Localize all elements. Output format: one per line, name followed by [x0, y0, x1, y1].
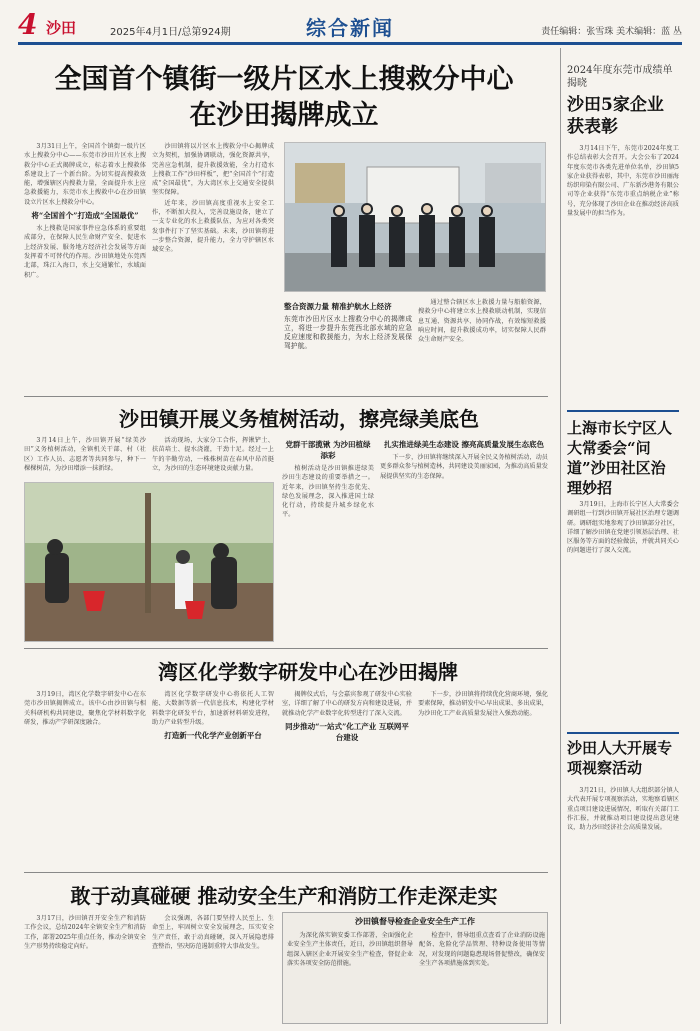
- article1-col2: 沙田镇将以片区水上搜救分中心揭牌成立为契机，加强协调联动，强化资源共享，完善应急机制，提升救援效能，全力打造水上搜救工作“沙田样板”，把“全国首个”打造成“全国最优”，为大湾区水上交通安全提供坚实保障。 近年来，沙田镇高度重视水上安全工作，不断加大投入，完善设施设备，建立了一支专业化的水上救援队伍，为应对各类突发事件打下了坚实基础。未来，沙田镇将进一步整合资源，提升能力，全力守护辖区水域安全。: [152, 143, 274, 254]
- article3-col2: 湾区化学数字研发中心将依托人工智能、大数据等新一代信息技术，构建化学材料数字化研发平台，加速新材料研发进程，助力产业转型升级。 打造新一代化学产业创新平台: [152, 691, 274, 741]
- article3-headline: 湾区化学数字研发中心在沙田揭牌: [158, 660, 458, 684]
- divider: [24, 396, 548, 397]
- editors-credit: 责任编辑：张雪珠 美术编辑：蓝 丛: [541, 27, 682, 37]
- article2-col1: 3月14日上午，沙田镇开展“绿美沙田”义务植树活动，全镇机关干部、村（社区）工作人员、志愿者等共同参与，种下一棵棵树苗，为沙田增添一抹新绿。: [24, 437, 146, 472]
- sidebar3-body: 3月21日，沙田镇人大组织部分镇人大代表开展专项视察活动，实地察看辖区重点项目建设进展情况，听取有关部门工作汇报，并就推动项目建设提出意见建议，助力沙田经济社会高质量发展。: [567, 787, 679, 832]
- page-number: 4: [18, 8, 38, 41]
- article3-col4: 下一步，沙田镇将持续优化营商环境，强化要素保障，推动研发中心早出成果、多出成果，为沙田化工产业高质量发展注入强劲动能。: [418, 691, 548, 717]
- article4-col2: 会议强调，各部门要坚持人民至上、生命至上，牢固树立安全发展理念，压实安全生产责任，敢于动真碰硬，深入开展隐患排查整治，坚决防范遏制重特大事故发生。: [152, 915, 274, 950]
- divider: [24, 648, 548, 649]
- issue-date: 2025年4月1日/总第924期: [110, 27, 231, 38]
- masthead: [18, 8, 682, 42]
- article1-subhead: 将“全国首个”打造成“全国最优”: [31, 211, 139, 221]
- sidebar2-body: 3月19日，上海市长宁区人大常委会调研组一行到沙田镇开展社区治理专题调研。调研组实地参观了沙田镇部分社区，详细了解沙田镇在党建引领基层治理、社区服务等方面的经验做法，并就共同关心的问题进行了深入交流。: [567, 501, 679, 555]
- article1-col1: 3月31日上午，全国首个镇街一级片区水上搜救分中心——东莞市沙田片区水上搜救分中心正式揭牌成立，标志着水上搜救体系建设上了一个新台阶。为切实提高搜救效能，增强辖区内搜救力量，全面提升水上应急救援能力，东莞市水上搜救中心在沙田镇设立片区水上搜救分中心。 将“全国首个”打造成“全国最优” 水上搜救是国家事件应急体系的重要组成部分，在保障人民生命财产安全、促进水上经济发展、服务地方经济社会发展等方面发挥着不可替代的作用。沙田镇地处东莞西北部，珠江入海口，水上交通繁忙，水域面积广。: [24, 143, 146, 279]
- masthead-rule: [18, 42, 682, 45]
- article2-headline: 沙田镇开展义务植树活动，擦亮绿美底色: [119, 407, 479, 431]
- section-title: 综合新闻: [306, 16, 394, 40]
- article4-col1: 3月17日，沙田镇召开安全生产和消防工作会议，总结2024年全镇安全生产和消防工作，部署2025年重点任务，推动全镇安全生产形势持续稳定向好。: [24, 915, 146, 950]
- sidebar1-kicker: 2024年度东莞市成绩单揭晓: [567, 65, 673, 89]
- article4-headline: 敢于动真碰硬 推动安全生产和消防工作走深走实: [70, 884, 498, 908]
- safety-box-title: 沙田镇督导检查企业安全生产工作: [355, 916, 475, 926]
- sidebar-divider: [567, 732, 679, 734]
- tree-planting-photo: [24, 482, 274, 642]
- article1-headline: 全国首个镇街一级片区水上搜救分中心 在沙田揭牌成立: [54, 64, 514, 131]
- sidebar1-body: 3月14日下午，东莞市2024年度工作总结表彰大会召开。大会公布了2024年度东莞市各类先进单位名单，沙田镇5家企业获得表彰，其中，东莞市沙田丽海纺织印染有限公司、广东新沙港务有限公司等企业获得“东莞市重点纳税企业”称号，充分体现了沙田企业在推动经济高质量发展中的担当作为。: [567, 145, 679, 218]
- article3-col3: 揭牌仪式后，与会嘉宾参观了研发中心实验室，详细了解了中心的研发方向和建设进展，并就推动化学产业数字化转型进行了深入交流。 同步推动“一站式”化工产业 互联网平台建设: [282, 691, 412, 742]
- article3-col1: 3月19日，湾区化学数字研发中心在东莞市沙田镇揭牌成立。该中心由沙田镇与相关科研机构共同建设，聚焦化学材料数字化研发，推动产学研深度融合。: [24, 691, 146, 726]
- article1-photo-caption: 整合资源力量 精准护航水上经济 东莞市沙田片区水上搜救分中心的揭牌成立，将进一步提升东莞西北部水域的应急反应速度和救援能力，为水上经济发展保驾护航。: [284, 302, 412, 350]
- rescue-center-unveiling-photo: [284, 142, 546, 292]
- article1-col4: 通过整合辖区水上救援力量与船舶资源，搜救分中心将建立水上搜救联动机制，实现信息互通、资源共享、协同作战，有效缩短救援响应时间，提升救援成功率，切实保障人民群众生命财产安全。: [418, 299, 546, 344]
- article4-col3: 为深化落实镇安委工作部署，全面强化企业安全生产主体责任，近日，沙田镇组织督导组深入辖区企业开展安全生产检查，督促企业落实各项安全防范措施。: [287, 932, 413, 967]
- article2-col2: 活动现场，大家分工合作，挥锹铲土、扶苗培土、提水浇灌，干劲十足。经过一上午的辛勤劳动，一株株树苗在春风中昂首挺立，为沙田的生态环境建设贡献力量。: [152, 437, 274, 472]
- divider: [24, 872, 548, 873]
- sidebar1-title: 沙田5家企业获表彰: [567, 95, 664, 137]
- article2-col3: 党群干部揽锹 为沙田植绿添彩 植树活动是沙田镇推进绿美沙田生态建设的重要举措之一。近年来，沙田镇坚持生态优先、绿色发展理念，深入推进国土绿化行动，持续提升城乡绿化水平。: [282, 440, 374, 519]
- safety-inspection-box: [282, 912, 548, 1024]
- paper-name: 沙田: [46, 19, 77, 37]
- article2-col4: 扎实推进绿美生态建设 擦亮高质量发展生态底色 下一步，沙田镇将继续深入开展全民义务植树活动，动员更多群众参与植树造林，共同建设美丽家园，为推动高质量发展提供坚实的生态保障。: [380, 440, 548, 480]
- sidebar2-title: 上海市长宁区人大常委会“问道”沙田社区治理妙招: [567, 419, 673, 497]
- article4-col4: 检查中，督导组重点查看了企业消防设施配备、危险化学品管理、特种设备使用等情况，对发现的问题隐患现场督促整改，确保安全生产各项措施落到实处。: [419, 932, 545, 967]
- sidebar-divider: [567, 410, 679, 412]
- sidebar3-title: 沙田人大开展专项视察活动: [567, 739, 673, 777]
- news-sidebar: [560, 48, 682, 1024]
